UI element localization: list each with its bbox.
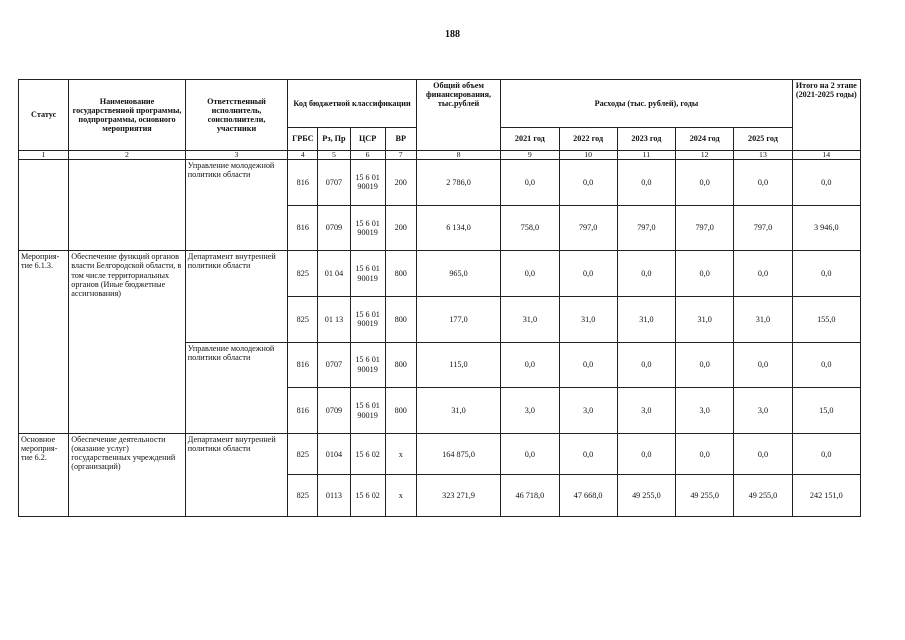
year-cell: 0,0 <box>559 251 617 297</box>
csr-line: 90019 <box>357 364 378 374</box>
name-cell: Обеспечение функций органов власти Белгородской области, в том числе территориальных органов (Иные бюджетные ассигнования) <box>69 251 186 434</box>
rzpr-cell: 01 04 <box>318 251 350 297</box>
year-cell: 3,0 <box>617 388 675 434</box>
header-year: 2023 год <box>617 128 675 151</box>
header-vr: ВР <box>385 128 416 151</box>
csr-line: 15 6 01 <box>355 264 380 274</box>
csr-cell <box>350 342 385 388</box>
column-number: 7 <box>385 151 416 160</box>
year-cell: 0,0 <box>617 433 675 475</box>
year-cell: 0,0 <box>676 433 734 475</box>
csr-cell: 15 6 02 <box>350 433 385 475</box>
stage-total-cell: 242 151,0 <box>792 475 860 517</box>
header-executor: Ответственный исполнитель, соисполнители, участники <box>185 80 287 151</box>
rzpr-cell: 0709 <box>318 205 350 251</box>
column-number: 13 <box>734 151 792 160</box>
year-cell: 49 255,0 <box>617 475 675 517</box>
year-cell: 31,0 <box>734 296 792 342</box>
year-cell: 0,0 <box>501 433 559 475</box>
csr-cell <box>350 160 385 206</box>
grbs-cell: 825 <box>288 296 318 342</box>
csr-cell <box>350 388 385 434</box>
column-number: 4 <box>288 151 318 160</box>
total-cell: 6 134,0 <box>416 205 500 251</box>
column-number: 14 <box>792 151 860 160</box>
year-cell: 31,0 <box>676 296 734 342</box>
column-number: 6 <box>350 151 385 160</box>
csr-cell <box>350 205 385 251</box>
year-cell: 3,0 <box>676 388 734 434</box>
column-number: 10 <box>559 151 617 160</box>
year-cell: 0,0 <box>676 342 734 388</box>
year-cell: 31,0 <box>617 296 675 342</box>
year-cell: 0,0 <box>501 160 559 206</box>
total-cell: 965,0 <box>416 251 500 297</box>
year-cell: 0,0 <box>617 342 675 388</box>
executor-cell: Департамент внутренней политики области <box>185 251 287 342</box>
year-cell: 3,0 <box>501 388 559 434</box>
total-cell: 164 875,0 <box>416 433 500 475</box>
header-stage-total: Итого на 2 этапе (2021-2025 годы) <box>792 80 860 151</box>
header-rzpr: Рз, Пр <box>318 128 350 151</box>
year-cell: 49 255,0 <box>676 475 734 517</box>
column-number: 1 <box>19 151 69 160</box>
year-cell: 0,0 <box>734 342 792 388</box>
vr-cell: 800 <box>385 251 416 297</box>
stage-total-cell: 3 946,0 <box>792 205 860 251</box>
grbs-cell: 816 <box>288 388 318 434</box>
rzpr-cell: 0709 <box>318 388 350 434</box>
grbs-cell: 825 <box>288 475 318 517</box>
csr-line: 90019 <box>357 273 378 283</box>
year-cell: 758,0 <box>501 205 559 251</box>
column-number: 12 <box>676 151 734 160</box>
year-cell: 0,0 <box>676 251 734 297</box>
stage-total-cell: 0,0 <box>792 251 860 297</box>
year-cell: 31,0 <box>559 296 617 342</box>
rzpr-cell: 01 13 <box>318 296 350 342</box>
column-number-row <box>19 151 861 160</box>
grbs-cell: 816 <box>288 205 318 251</box>
name-cell: Обеспечение деятельности (оказание услуг) государственных учреждений (организаций) <box>69 433 186 516</box>
grbs-cell: 816 <box>288 160 318 206</box>
vr-cell: 200 <box>385 205 416 251</box>
header-year: 2021 год <box>501 128 559 151</box>
grbs-cell: 816 <box>288 342 318 388</box>
rzpr-cell: 0104 <box>318 433 350 475</box>
year-cell: 0,0 <box>734 160 792 206</box>
csr-line: 15 6 01 <box>355 355 380 365</box>
year-cell: 46 718,0 <box>501 475 559 517</box>
year-cell: 49 255,0 <box>734 475 792 517</box>
header-row <box>19 80 861 128</box>
executor-cell: Управление молодежной политики области <box>185 342 287 433</box>
header-year: 2022 год <box>559 128 617 151</box>
header-budget-code: Код бюджетной классификации <box>288 80 417 128</box>
csr-line: 15 6 01 <box>355 172 380 182</box>
csr-cell: 15 6 02 <box>350 475 385 517</box>
header-grbs: ГРБС <box>288 128 318 151</box>
header-total-volume: Общий объем финансирования, тыс.рублей <box>416 80 500 151</box>
header-name: Наименование государственной программы, подпрограммы, основного мероприятия <box>69 80 186 151</box>
page-number: 188 <box>445 29 460 40</box>
header-year: 2024 год <box>676 128 734 151</box>
table-row <box>19 251 861 297</box>
year-cell: 0,0 <box>559 160 617 206</box>
stage-total-cell: 0,0 <box>792 433 860 475</box>
stage-total-cell: 155,0 <box>792 296 860 342</box>
header-year: 2025 год <box>734 128 792 151</box>
column-number: 9 <box>501 151 559 160</box>
column-number: 5 <box>318 151 350 160</box>
year-cell: 31,0 <box>501 296 559 342</box>
vr-cell: 800 <box>385 342 416 388</box>
rzpr-cell: 0707 <box>318 342 350 388</box>
rzpr-cell: 0707 <box>318 160 350 206</box>
status-cell <box>19 160 69 251</box>
csr-cell <box>350 251 385 297</box>
vr-cell: 800 <box>385 388 416 434</box>
total-cell: 323 271,9 <box>416 475 500 517</box>
total-cell: 2 786,0 <box>416 160 500 206</box>
year-cell: 0,0 <box>734 251 792 297</box>
year-cell: 0,0 <box>617 251 675 297</box>
year-cell: 797,0 <box>559 205 617 251</box>
budget-table <box>18 79 861 517</box>
stage-total-cell: 0,0 <box>792 342 860 388</box>
year-cell: 0,0 <box>617 160 675 206</box>
year-cell: 797,0 <box>676 205 734 251</box>
csr-line: 15 6 01 <box>355 309 380 319</box>
vr-cell: x <box>385 433 416 475</box>
stage-total-cell: 0,0 <box>792 160 860 206</box>
csr-line: 90019 <box>357 182 378 192</box>
year-cell: 0,0 <box>501 251 559 297</box>
column-number: 8 <box>416 151 500 160</box>
total-cell: 31,0 <box>416 388 500 434</box>
total-cell: 115,0 <box>416 342 500 388</box>
header-status: Статус <box>19 80 69 151</box>
year-cell: 3,0 <box>734 388 792 434</box>
year-cell: 47 668,0 <box>559 475 617 517</box>
vr-cell: 800 <box>385 296 416 342</box>
stage-total-cell: 15,0 <box>792 388 860 434</box>
table-row <box>19 160 861 206</box>
csr-line: 15 6 01 <box>355 401 380 411</box>
year-cell: 3,0 <box>559 388 617 434</box>
column-number: 2 <box>69 151 186 160</box>
year-cell: 0,0 <box>559 433 617 475</box>
header-csr: ЦСР <box>350 128 385 151</box>
status-cell: Основное мероприя-тие 6.2. <box>19 433 69 516</box>
csr-cell <box>350 296 385 342</box>
year-cell: 797,0 <box>734 205 792 251</box>
csr-line: 15 6 01 <box>355 218 380 228</box>
year-cell: 0,0 <box>734 433 792 475</box>
year-cell: 0,0 <box>676 160 734 206</box>
table-row <box>19 433 861 475</box>
grbs-cell: 825 <box>288 433 318 475</box>
name-cell <box>69 160 186 251</box>
rzpr-cell: 0113 <box>318 475 350 517</box>
year-cell: 797,0 <box>617 205 675 251</box>
status-cell: Мероприя-тие 6.1.3. <box>19 251 69 434</box>
year-cell: 0,0 <box>501 342 559 388</box>
executor-cell: Управление молодежной политики области <box>185 160 287 251</box>
executor-cell: Департамент внутренней политики области <box>185 433 287 516</box>
csr-line: 90019 <box>357 319 378 329</box>
csr-line: 90019 <box>357 227 378 237</box>
column-number: 11 <box>617 151 675 160</box>
vr-cell: x <box>385 475 416 517</box>
year-cell: 0,0 <box>559 342 617 388</box>
csr-line: 90019 <box>357 410 378 420</box>
grbs-cell: 825 <box>288 251 318 297</box>
column-number: 3 <box>185 151 287 160</box>
total-cell: 177,0 <box>416 296 500 342</box>
header-expenses: Расходы (тыс. рублей), годы <box>501 80 792 128</box>
vr-cell: 200 <box>385 160 416 206</box>
